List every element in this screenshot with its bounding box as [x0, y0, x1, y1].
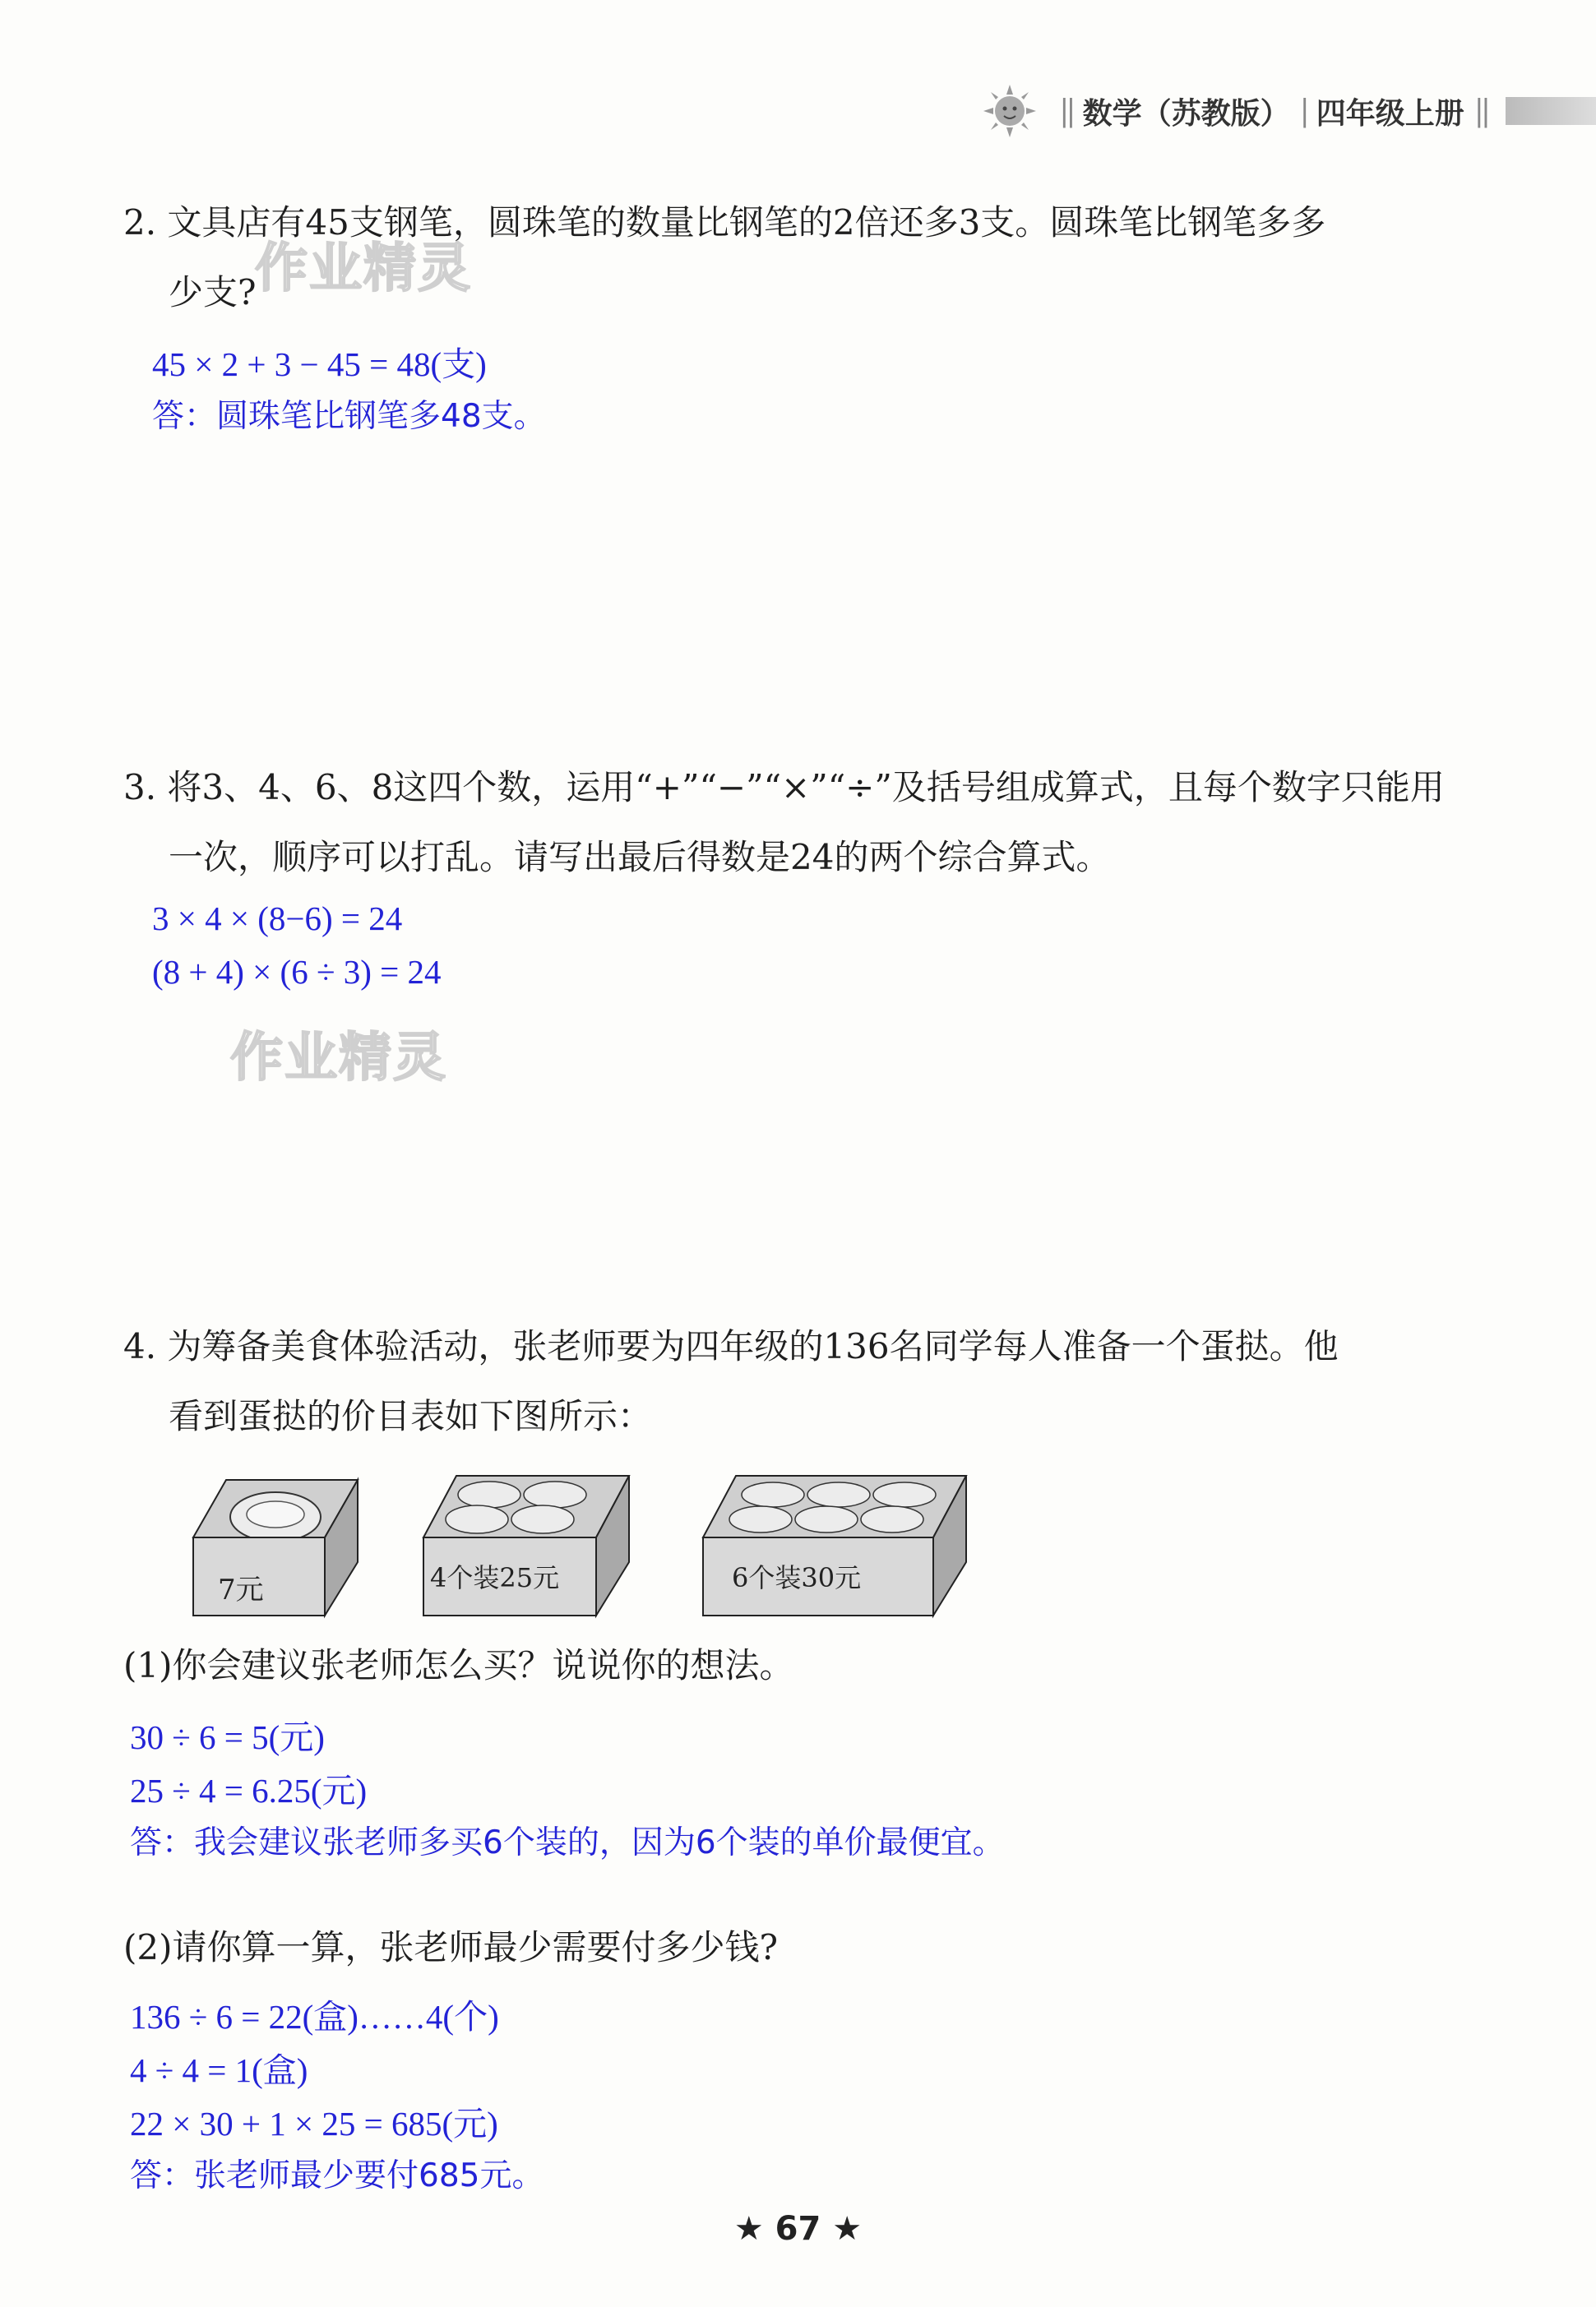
- header-grade: 四年级上册: [1316, 96, 1464, 131]
- header-divider: ||: [1059, 94, 1073, 128]
- box-four-pack: [423, 1476, 629, 1616]
- box-single-label: 7元: [218, 1574, 264, 1607]
- q3-text-line2: 一次，顺序可以打乱。请写出最后得数是24的两个综合算式。: [169, 837, 1111, 877]
- watermark: 作业精灵: [230, 1028, 447, 1089]
- header-end-bar: [1506, 97, 1596, 125]
- q4-sub2-answer: 答：张老师最少要付685元。: [130, 2157, 544, 2194]
- header-divider: |: [1299, 94, 1307, 128]
- q2-answer-text: 答：圆珠笔比钢笔多48支。: [152, 398, 546, 435]
- q2-text-line1: 2. 文具店有45支钢笔，圆珠笔的数量比钢笔的2倍还多3支。圆珠笔比钢笔多多: [123, 202, 1326, 243]
- q3-answer-equation-2: (8 + 4) × (6 ÷ 3) = 24: [152, 953, 442, 991]
- box-single: [193, 1480, 358, 1616]
- q4-sub1-question: (1)你会建议张老师怎么买？说说你的想法。: [123, 1645, 794, 1685]
- q4-sub2-question: (2)请你算一算，张老师最少需要付多少钱?: [123, 1927, 779, 1967]
- q4-sub1-answer: 答：我会建议张老师多买6个装的，因为6个装的单价最便宜。: [130, 1824, 1005, 1861]
- q2-text-line2: 少支?: [169, 272, 257, 312]
- q3-answer-equation-1: 3 × 4 × (8−6) = 24: [152, 899, 403, 937]
- q4-sub2-equation-1: 136 ÷ 6 = 22(盒)……4(个): [130, 1998, 499, 2036]
- q3-text-line1: 3. 将3、4、6、8这四个数，运用“+”“−”“×”“÷”及括号组成算式，且每个数字只能用: [123, 767, 1445, 807]
- q4-sub2-equation-2: 4 ÷ 4 = 1(盒): [130, 2051, 308, 2089]
- box-six-pack-label: 6个装30元: [732, 1562, 862, 1593]
- q4-sub1-equation-1: 30 ÷ 6 = 5(元): [130, 1718, 325, 1756]
- egg-tart-price-illustration: [185, 1472, 974, 1620]
- watermark: 作业精灵: [255, 238, 472, 299]
- q4-text-line2: 看到蛋挞的价目表如下图所示：: [169, 1396, 653, 1436]
- q4-text-line1: 4. 为筹备美食体验活动，张老师要为四年级的136名同学每人准备一个蛋挞。他: [123, 1326, 1339, 1366]
- q4-sub1-equation-2: 25 ÷ 4 = 6.25(元): [130, 1772, 368, 1810]
- page-header: [982, 82, 1596, 140]
- q4-sub2-equation-3: 22 × 30 + 1 × 25 = 685(元): [130, 2105, 498, 2143]
- sun-logo-icon: [982, 83, 1038, 139]
- box-four-pack-label: 4个装25元: [430, 1562, 560, 1593]
- header-divider: ||: [1473, 94, 1487, 128]
- box-six-pack: [703, 1476, 966, 1616]
- page-number: ★ 67 ★: [733, 2210, 863, 2248]
- q2-answer-equation: 45 × 2 + 3 − 45 = 48(支): [152, 345, 487, 383]
- header-subject: 数学（苏教版）: [1082, 96, 1290, 131]
